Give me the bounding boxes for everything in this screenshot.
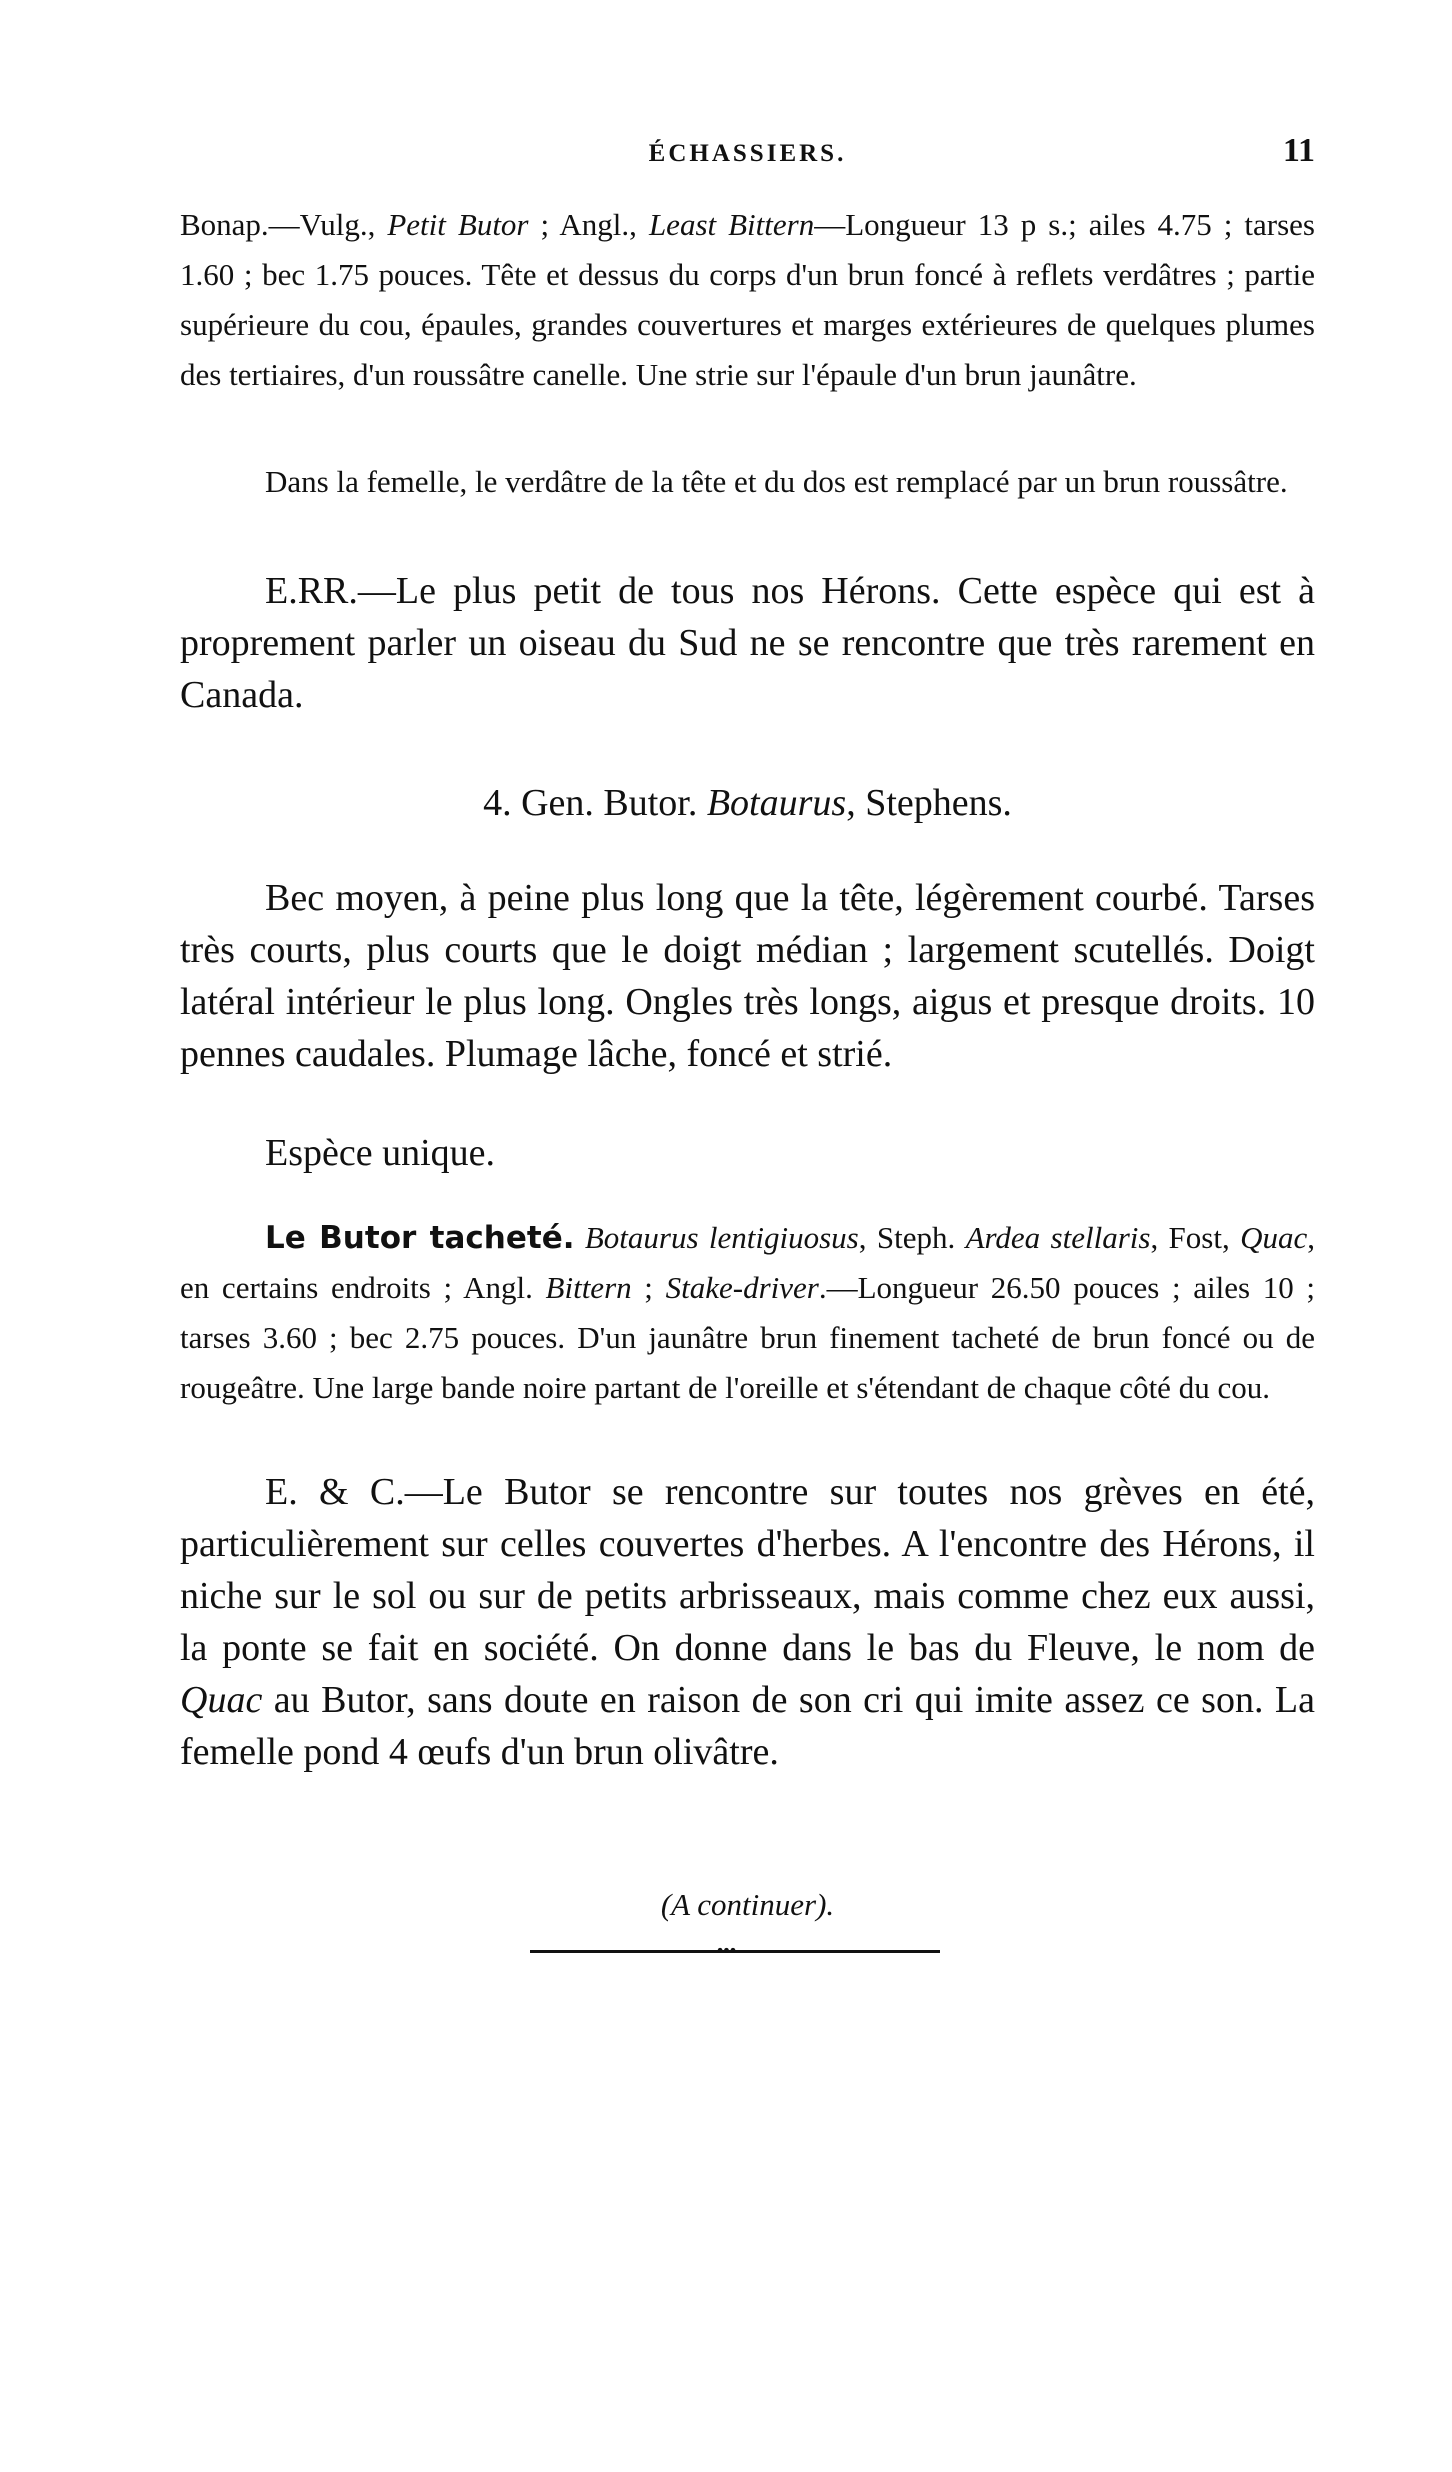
text-span: —Longueur 13 p s.; ailes 4.75 ; tarses 1.60 ; bec 1.75 pouces. Tête et dessus du corps d'un brun foncé à reflets verdâtres ; partie supérieure du cou, épaules, grandes couvertures et marges extérieures de quelques plumes des tertiaires, d'un roussâtre canelle. Une strie sur l'épaule d'un brun jaunâtre. — [180, 207, 1316, 392]
genus-heading-prefix: 4. Gen. Butor. — [483, 782, 707, 824]
genus-heading — [180, 778, 1315, 828]
english-name-alt: Stake-driver — [665, 1270, 819, 1305]
female-description: Dans la femelle, le verdâtre de la tête et du dos est remplacé par un brun roussâtre. — [265, 464, 1288, 499]
text-span: ; — [631, 1270, 666, 1305]
vernacular-name: Petit Butor — [387, 207, 529, 242]
local-name: Quac — [1240, 1220, 1308, 1255]
synonym-latin-name: Ardea stellaris — [965, 1220, 1151, 1255]
rule-ornament: ••• — [715, 1941, 735, 1960]
text-span: .—Longueur 26.50 pouces ; ailes 10 ; tarses 3.60 ; bec 2.75 pouces. D'un jaunâtre brun finement tacheté de brun foncé ou de rougeâtre. Une large bande noire partant de l'oreille et s'étendant de chaque côté du cou. — [180, 1270, 1315, 1405]
bittern-notes — [180, 1466, 1315, 1778]
text-span: E. & C.—Le Butor se rencontre sur toutes nos grèves en été, particulièrement sur celles couvertes d'herbes. A l'encontre des Hérons, il niche sur le sol ou sur de petits arbrisseaux, mais comme chez eux aussi, la ponte se fait en société. On donne dans le bas du Fleuve, le nom de — [180, 1471, 1315, 1669]
text-span: Bonap.—Vulg., — [180, 207, 388, 242]
page-header — [180, 132, 1315, 182]
bittern-description — [180, 1213, 1315, 1413]
species-latin-name: Botaurus lentigiuosus — [584, 1220, 859, 1255]
text-span: ; Angl., — [528, 207, 649, 242]
local-name: Quac — [180, 1679, 263, 1721]
least-bittern-notes: E.RR.—Le plus petit de tous nos Hérons. Cette espèce qui est à proprement parler un oiseau du Sud ne se rencontre que très rarement en Canada. — [180, 570, 1315, 716]
text-span: , Steph. — [858, 1220, 966, 1255]
least-bittern-description — [180, 200, 1315, 400]
genus-description: Bec moyen, à peine plus long que la tête, légèrement courbé. Tarses très courts, plus courts que le doigt médian ; largement scutellés. Doigt latéral intérieur le plus long. Ongles très longs, aigus et presque droits. 10 pennes caudales. Plumage lâche, foncé et strié. — [180, 877, 1315, 1075]
english-name: Bittern — [545, 1270, 632, 1305]
unique-species-note: Espèce unique. — [265, 1132, 496, 1174]
genus-latin-name: Botaurus — [706, 782, 847, 824]
running-title: ÉCHASSIERS. — [648, 140, 847, 167]
species-name: Le Butor tacheté. — [265, 1220, 575, 1256]
genus-author: , Stephens. — [846, 782, 1012, 824]
page-number: 11 — [1282, 132, 1315, 169]
text-span: , en certains endroits ; Angl. — [180, 1220, 1315, 1305]
english-name: Least Bittern — [648, 207, 815, 242]
text-span: au Butor, sans doute en raison de son cri qui imite assez ce son. La femelle pond 4 œufs d'un brun olivâtre. — [180, 1679, 1315, 1773]
text-span: , Fost, — [1150, 1220, 1241, 1255]
to-be-continued: (A continuer). — [660, 1887, 835, 1922]
